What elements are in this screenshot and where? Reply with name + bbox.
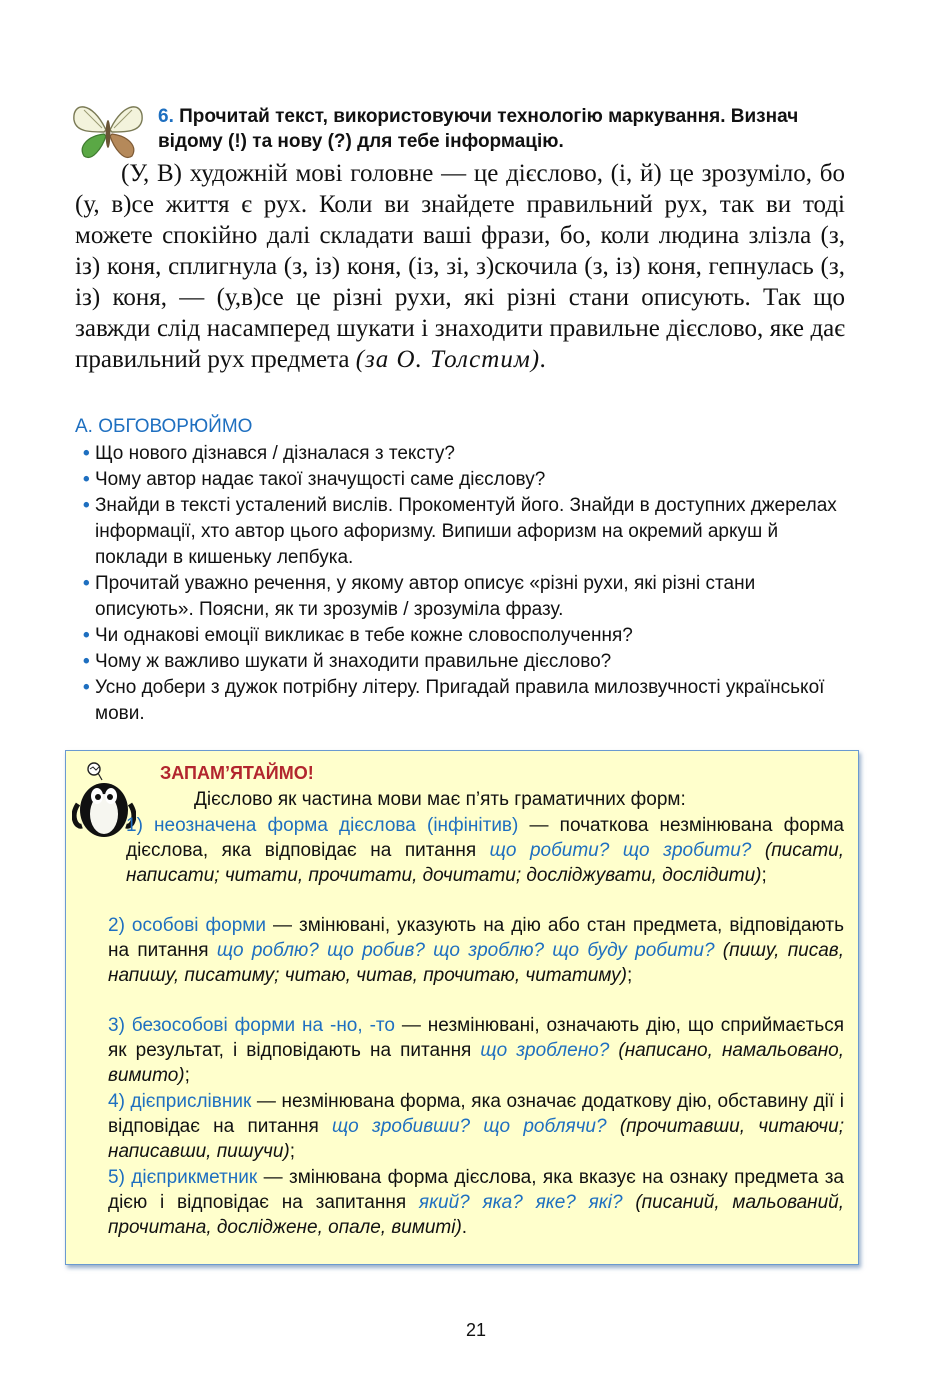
butterfly-icon [70, 100, 146, 160]
bullet: • [83, 625, 90, 646]
verb-form-item: 2) особові форми — змінювані, указують на дію або стан предмета, відповідають на питання що роблю? що робив? що зроблю? що буду робити? (пишу, писав, напишу, писатиму; читаю, читав, прочитаю, читатиму); [108, 915, 844, 986]
verb-form-item: 4) дієприслівник — незмінювана форма, яка означає додаткову дію, обставину дії і відповідає на питання що зробивши? що роблячи? (прочитавши, читаючи; написавши, пишучи); [108, 1091, 844, 1162]
list-item: • Усно добери з дужок потрібну літеру. Пригадай правила милозвучності української мови. [83, 677, 825, 724]
reading-passage [75, 158, 845, 375]
verb-form-item: 1) неозначена форма дієслова (інфінітив) — початкова незмінювана форма дієслова, яка відповідає на питання що робити? що зробити? (писати, написати; читати, прочитати, дочитати; досліджувати, дослідити); [126, 815, 844, 886]
task-text: Прочитай текст, використовуючи технологію маркування. Визнач відому (!) та нову (?) для тебе інформацію. [158, 106, 799, 152]
passage-text: (У, В) художній мові головне — це дієслово, (і, й) це зрозуміло, бо (у, в)се життя є рух. Коли ви знайдете правильний рух, так ви тоді можете спокійно далі складати ваші фрази, бо, коли людина злізла (з, із) коня, сплигнула (з, із) коня, (із, зі, з)скочила (з, із) коня, гепнулась (з, із) коня, — (у,в)се це різні рухи, які різні стани описують. Так що завжди слід насамперед шукати і знаходити правильне дієслово, яке дає правильний рух предмета [75, 160, 845, 373]
verb-form-item: 3) безособові форми на -но, -то — незмінювані, означають дію, що сприймається як результат, і відповідають на питання що зроблено? (написано, намальовано, вимито); [108, 1015, 845, 1086]
bullet: • [83, 443, 90, 464]
task-heading [158, 104, 858, 154]
remember-lead: Дієслово як частина мови має п’ять граматичних форм: [194, 789, 686, 810]
list-item: • Прочитай уважно речення, у якому автор описує «різні рухи, які різні стани описують». Поясни, як ти зрозумів / зрозуміла фразу. [83, 573, 756, 620]
bullet: • [83, 677, 90, 698]
bullet: • [83, 469, 90, 490]
discuss-heading: А. ОБГОВОРЮЙМО [75, 416, 253, 437]
page-number: 21 [465, 1320, 487, 1340]
list-item: • Чому автор надає такої значущості саме дієслову? [83, 469, 546, 490]
discussion-list [75, 441, 845, 727]
list-item: • Знайди в тексті усталений вислів. Прокоментуй його. Знайди в доступних джерелах інформації, хто автор цього афоризму. Випиши афоризм на окремий аркуш й поклади в кишеньку лепбука. [83, 495, 837, 568]
verb-form-item: 5) дієприкметник — змінювана форма дієслова, яка вказує на ознаку предмета за дією і відповідає на запитання який? яка? яке? які? (писаний, мальований, прочитана, досліджене, опале, вимиті). [108, 1167, 845, 1238]
list-item: • Що нового дізнався / дізналася з тексту? [83, 443, 455, 464]
list-item: • Чому ж важливо шукати й знаходити правильне дієслово? [83, 651, 612, 672]
task-number: 6. [158, 106, 174, 127]
bullet: • [83, 495, 90, 516]
passage-source: (за О. Толстим). [355, 346, 548, 373]
bullet: • [83, 651, 90, 672]
remember-title: ЗАПАМ’ЯТАЙМО! [160, 763, 314, 783]
bullet: • [83, 573, 90, 594]
list-item: • Чи однакові емоції викликає в тебе кожне словосполучення? [83, 625, 633, 646]
